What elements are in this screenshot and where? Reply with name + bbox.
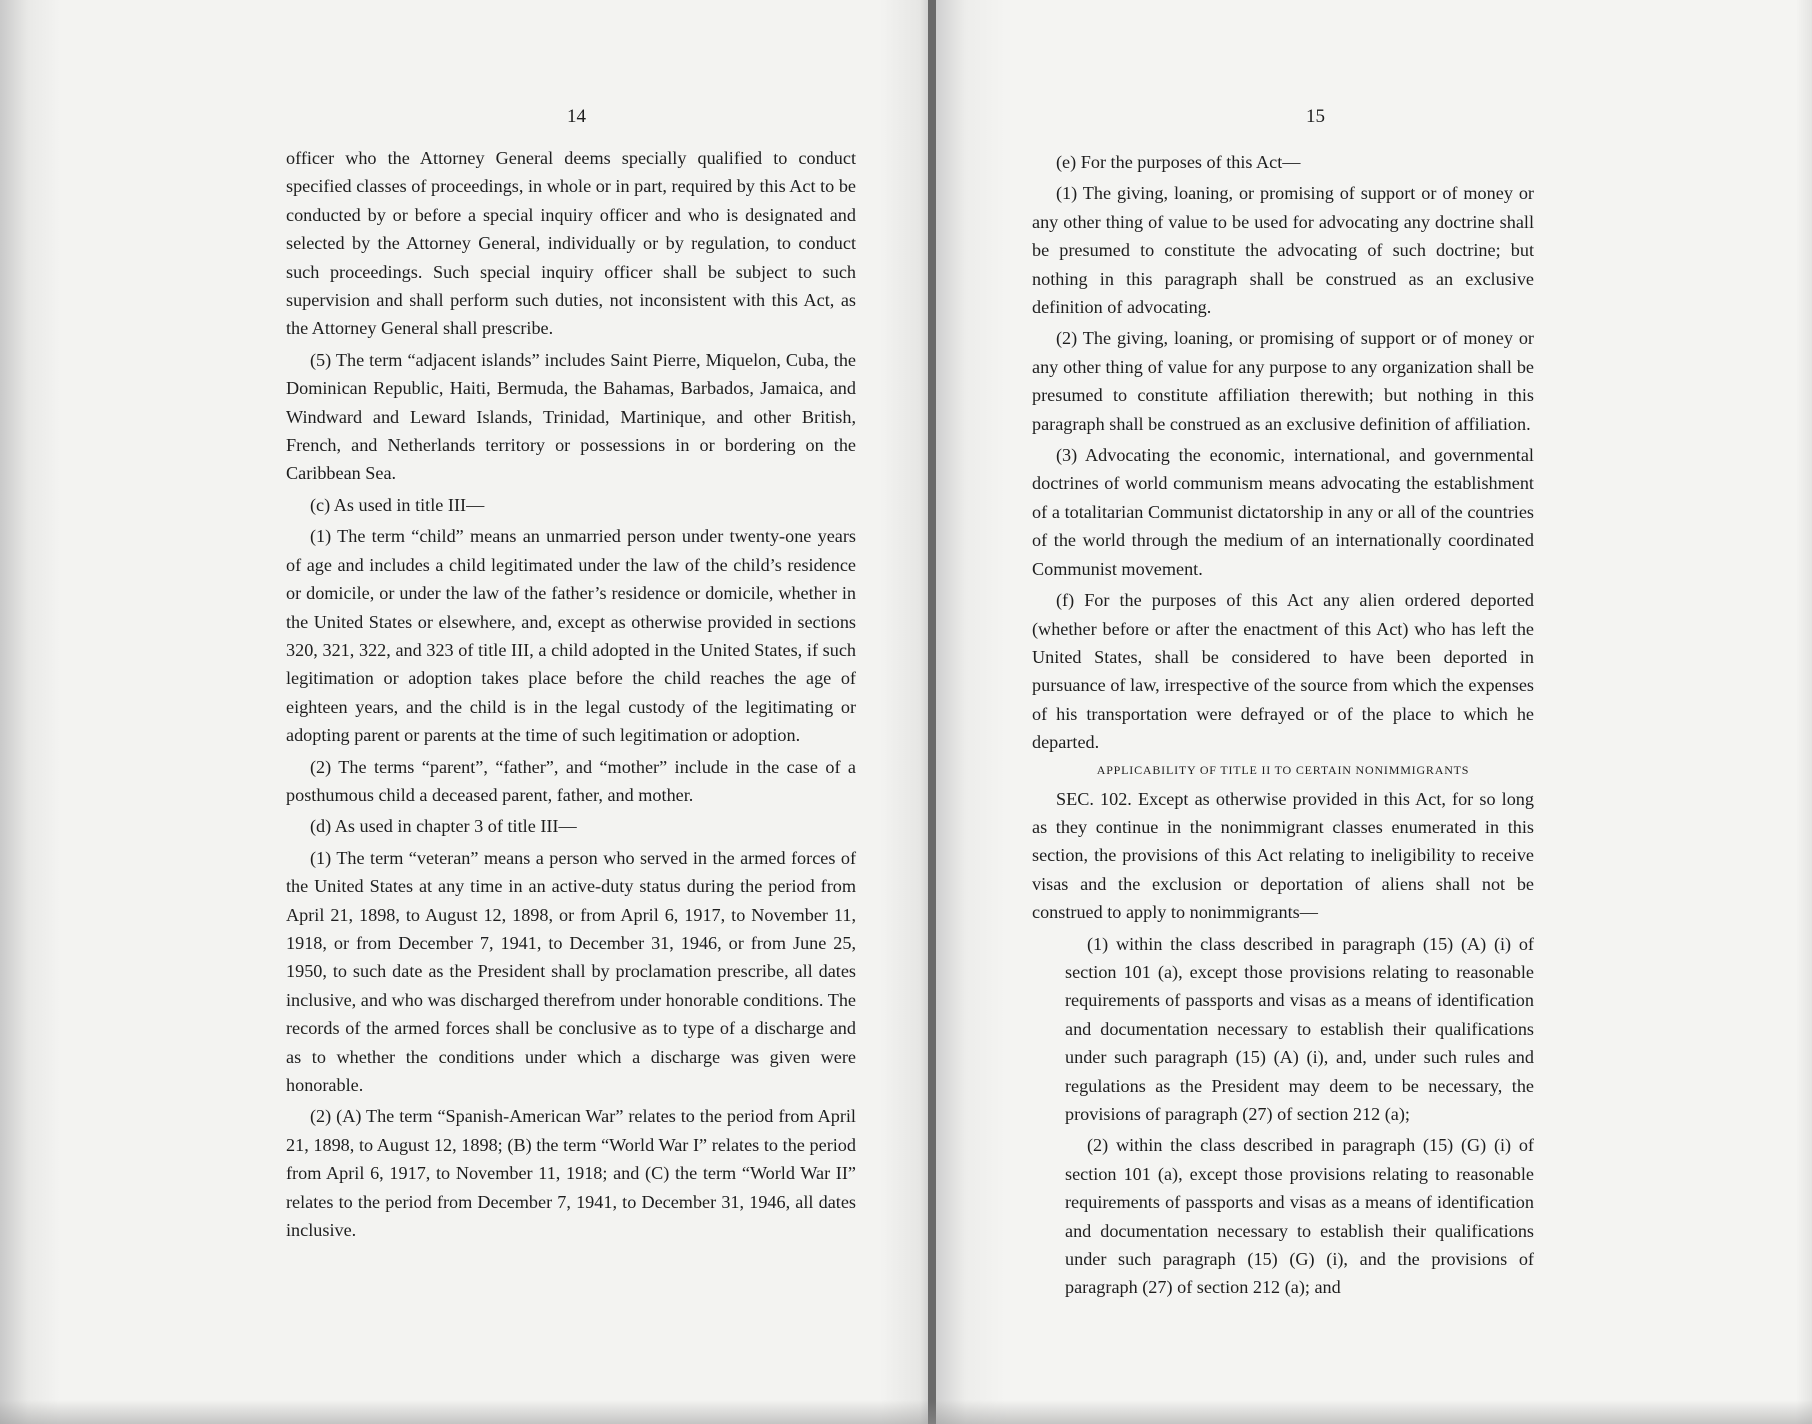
section-paragraph: SEC. 102. Except as otherwise provided in this Act, for so long as they continue in the nonimmigrant classes enumerated in this section, the provisions of this Act relating to ineligibility to receive visas and the exclusion or deportation of aliens shall not be construed to apply to nonimmigrants— [1032,788,1534,923]
scan-bottom-shadow [0,1400,1812,1424]
paragraph: (2) The giving, loaning, or promising of support or of money or any other thing of value for any purpose to any organization shall be presumed to constitute affiliation therewith; but nothing in this paragraph shall be construed as an exclusive definition of affiliation. [1032,328,1534,434]
paragraph: (e) For the purposes of this Act— [1056,152,1301,172]
right-page-text [1032,148,1534,1302]
paragraph: (f) For the purposes of this Act any alien ordered deported (whether before or after the enactment of this Act) who has left the United States, shall be considered to have been deported in pursuance of law, irrespective of the source from which the expenses of his transportation were defrayed or of the place to which he departed. [1032,590,1534,753]
sub-item: (1) within the class described in paragraph (15) (A) (i) of section 101 (a), except those provisions relating to reasonable requirements of passports and visas as a means of identification and documentation necessary to establish their qualifications under such paragraph (15) (A) (i), and, under such rules and regulations as the President may deem to be necessary, the provisions of paragraph (27) of section 212 (a); [1065,933,1534,1124]
page-number-right: 15 [1306,106,1325,127]
left-page-text [286,144,856,1244]
paragraph: (1) The term “veteran” means a person who served in the armed forces of the United States at any time in an active-duty status during the period from April 21, 1898, to August 12, 1898, or from April 6, 1917, to November 11, 1918, or from December 7, 1941, to December 31, 1946, or from June 25, 1950, to such date as the President shall by proclamation prescribe, all dates inclusive, and who was discharged therefrom under honorable conditions. The records of the armed forces shall be conclusive as to type of a discharge and as to whether the conditions under which a discharge was given were honorable. [286,847,856,1095]
section-heading: APPLICABILITY OF TITLE II TO CERTAIN NONIMMIGRANTS [1096,762,1470,777]
paragraph: (c) As used in title III— [310,494,485,515]
page-number-left: 14 [567,106,586,127]
paragraph: (2) (A) The term “Spanish-American War” relates to the period from April 21, 1898, to August 12, 1898; (B) the term “World War I” relates to the period from April 6, 1917, to November 11, 1918; and (C) the term “World War II” relates to the period from December 7, 1941, to December 31, 1946, all dates inclusive. [286,1106,856,1241]
right-page [936,0,1812,1424]
paragraph: (d) As used in chapter 3 of title III— [310,816,577,837]
paragraph: officer who the Attorney General deems specially qualified to conduct specified classes of proceedings, in whole or in part, required by this Act to be conducted by or before a special inquiry officer and who is designated and selected by the Attorney General, individually or by regulation, to conduct such proceedings. Such special inquiry officer shall be subject to such supervision and shall perform such duties, not inconsistent with this Act, as the Attorney General shall prescribe. [286,148,856,339]
paragraph: (2) The terms “parent”, “father”, and “mother” include in the case of a posthumous child a deceased parent, father, and mother. [286,756,856,805]
sub-item: (2) within the class described in paragraph (15) (G) (i) of section 101 (a), except those provisions relating to reasonable requirements of passports and visas as a means of identification and documentation necessary to establish their qualifications under such paragraph (15) (G) (i), and the provisions of paragraph (27) of section 212 (a); and [1065,1135,1534,1298]
paragraph: (1) The term “child” means an unmarried person under twenty-one years of age and includes a child legitimated under the law of the child’s residence or domicile, or under the law of the father’s residence or domicile, whether in the United States or elsewhere, and, except as otherwise provided in sections 320, 321, 322, and 323 of title III, a child adopted in the United States, if such legitimation or adoption takes place before the child reaches the age of eighteen years, and the child is in the legal custody of the legitimating or adopting parent or parents at the time of such legitimation or adoption. [286,526,856,746]
paragraph: (3) Advocating the economic, international, and governmental doctrines of world communism means advocating the establishment of a totalitarian Communist dictatorship in any or all of the countries of the world through the medium of an internationally coordinated Communist movement. [1032,445,1534,579]
paragraph: (1) The giving, loaning, or promising of support or of money or any other thing of value to be used for advocating any doctrine shall be presumed to constitute the advocating of such doctrine; but nothing in this paragraph shall be construed as an exclusive definition of advocating. [1032,183,1534,318]
paragraph: (5) The term “adjacent islands” includes Saint Pierre, Miquelon, Cuba, the Dominican Republic, Haiti, Bermuda, the Bahamas, Barbados, Jamaica, and Windward and Leward Islands, Trinidad, Martinique, and other British, French, and Netherlands territory or possessions in or bordering on the Caribbean Sea. [286,349,856,484]
